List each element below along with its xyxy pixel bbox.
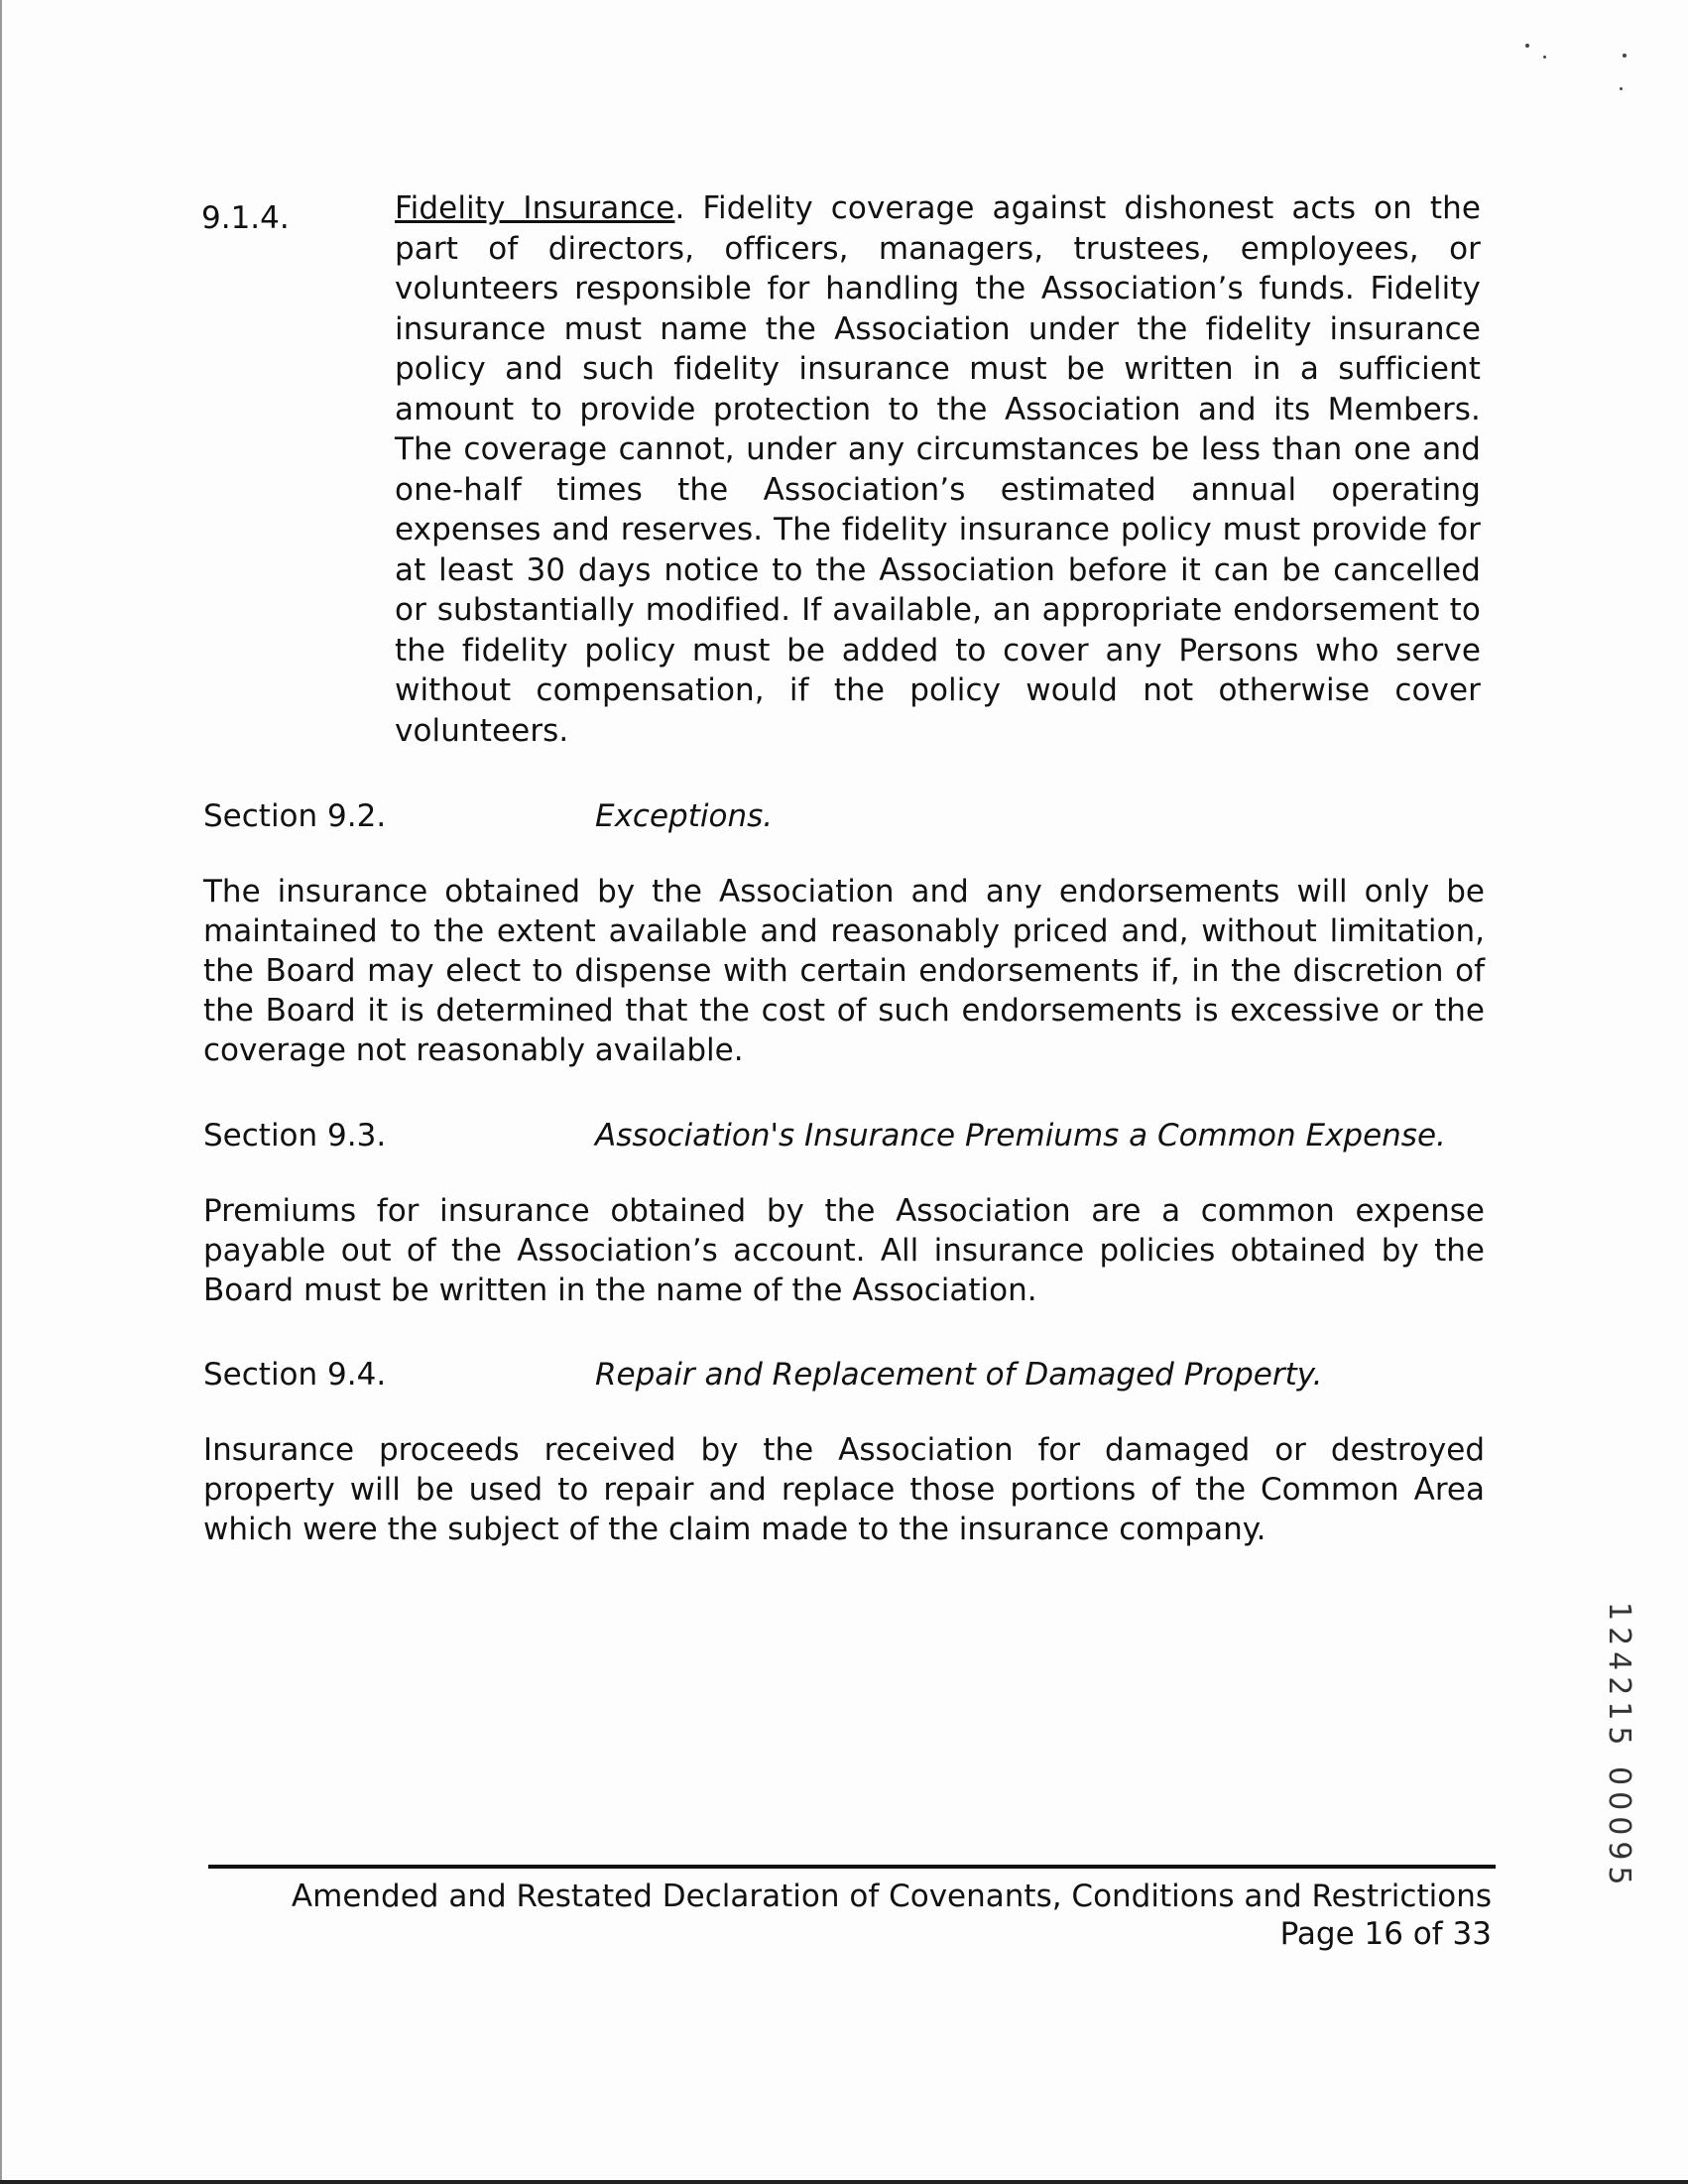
- section-body: Insurance proceeds received by the Association for damaged or destroyed property will be used to repair and replace those portions of the Common Area which were the subject of the claim made to the insurance company.: [203, 1432, 1485, 1547]
- section-number: Section 9.3.: [203, 1118, 387, 1153]
- section-body: The insurance obtained by the Association and any endorsements will only be maintained to the extent available and reasonably priced and, without limitation, the Board may elect to dispense with certain endorsements if, in the discretion of the Board it is determined that the cost of such endorsements is excessive or the coverage not reasonably available.: [203, 874, 1485, 1068]
- paragraph-text: . Fidelity coverage against dishonest acts on the part of directors, officers, managers, trustees, employees, or volunteers responsible for handling the Association’s funds. Fidelity insurance must name the Association under the fidelity insurance policy and such fidelity insurance must be written in a sufficient amount to provide protection to the Association and its Members. The coverage cannot, under any circumstances be less than one and one-half times the Association’s estimated annual operating expenses and reserves. The fidelity insurance policy must provide for at least 30 days notice to the Association before it can be cancelled or substantially modified. If available, an appropriate endorsement to the fidelity policy must be added to cover any Persons who serve without compensation, if the policy would not otherwise cover volunteers.: [395, 190, 1482, 749]
- scan-edge: [0, 2180, 1688, 2184]
- section-title: Repair and Replacement of Damaged Property.: [595, 1357, 1323, 1393]
- scan-speck: [1525, 44, 1529, 48]
- bates-number: 124215 00095: [1602, 1602, 1636, 1891]
- paragraph-number: 9.1.4.: [201, 200, 290, 236]
- paragraph-body: [395, 188, 1481, 751]
- footer-title: Amended and Restated Declaration of Covenants, Conditions and Restrictions: [291, 1879, 1492, 1914]
- scan-speck: [1543, 56, 1546, 59]
- section-number: Section 9.2.: [203, 798, 387, 834]
- section-title: Exceptions.: [595, 798, 774, 834]
- scan-edge: [0, 0, 2, 2184]
- footer-rule: [208, 1865, 1496, 1869]
- scan-speck: [1623, 54, 1627, 58]
- page-number: Page 16 of 33: [1279, 1916, 1492, 1952]
- paragraph-heading: Fidelity Insurance: [395, 190, 675, 226]
- section-number: Section 9.4.: [203, 1357, 387, 1393]
- section-body: Premiums for insurance obtained by the Association are a common expense payable out of the Association’s account. All insurance policies obtained by the Board must be written in the name of the Association.: [203, 1193, 1485, 1308]
- section-title: Association's Insurance Premiums a Common Expense.: [595, 1118, 1446, 1153]
- scan-speck: [1620, 87, 1623, 90]
